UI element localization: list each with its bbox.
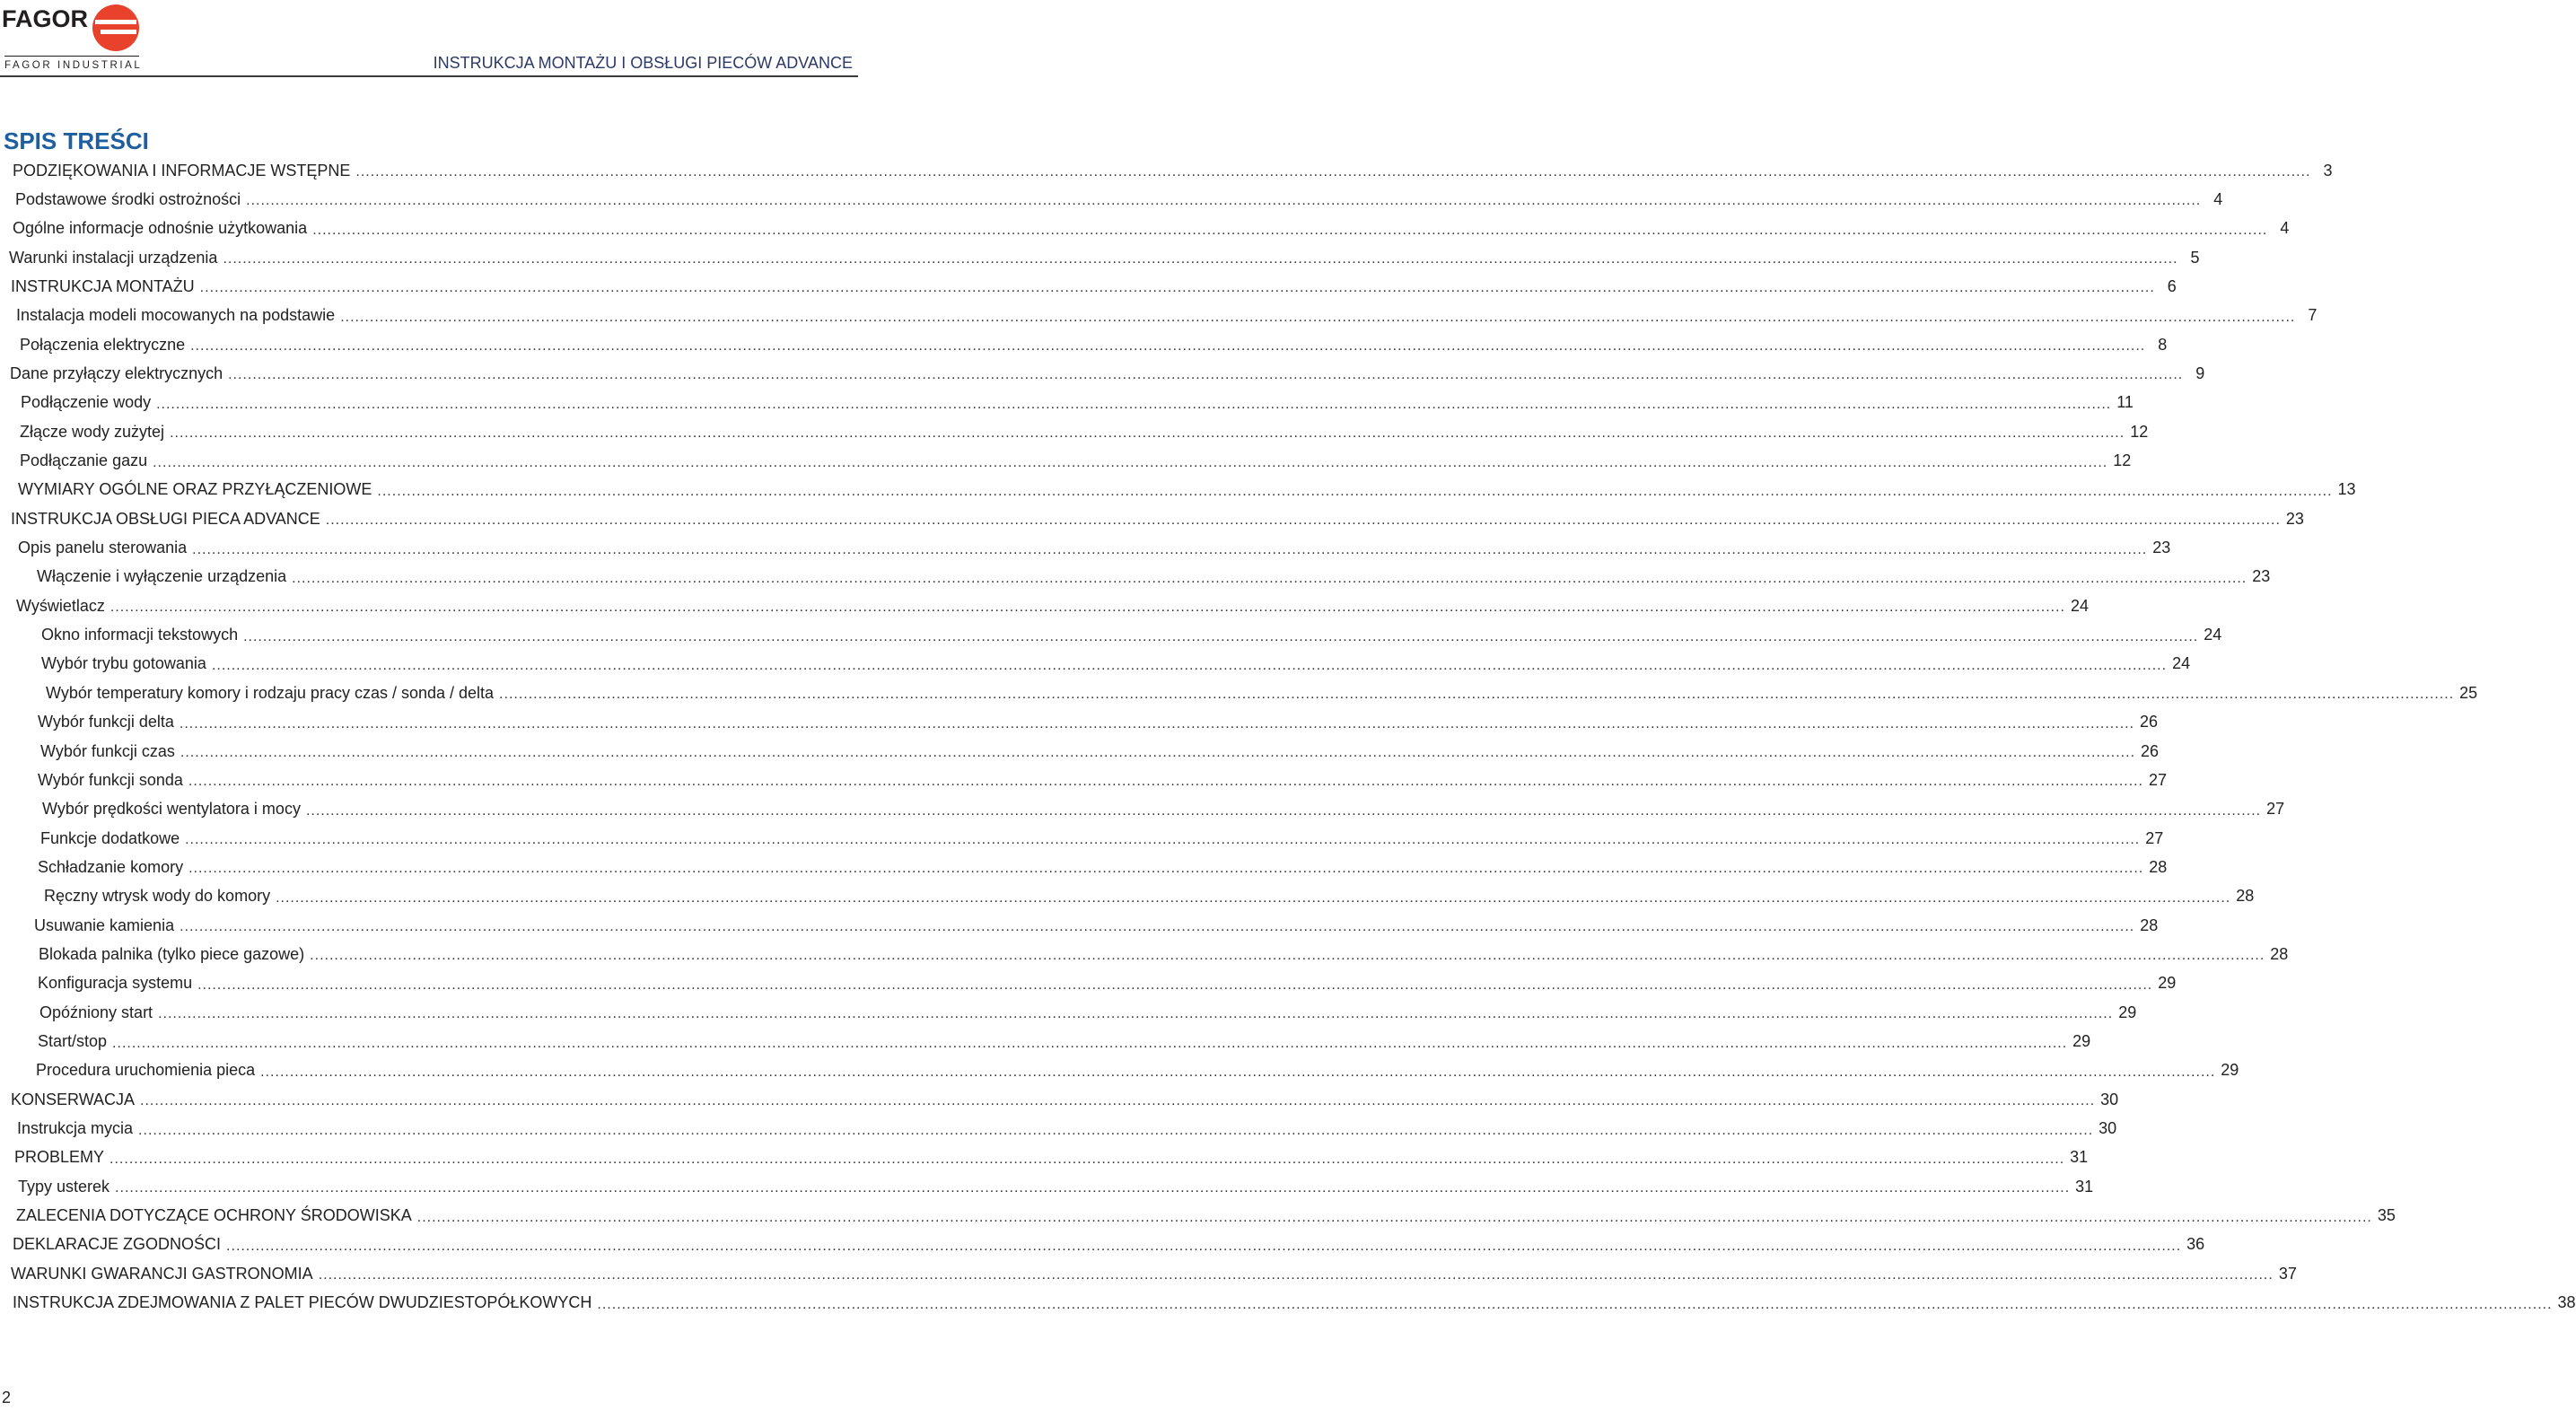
toc-leader-dots: ................................................................................................................................................................................................................................................................................................................................................................................................................: [153, 454, 2108, 470]
toc-entry-page: 23: [2152, 539, 2171, 557]
toc-entry-label: WYMIARY OGÓLNE ORAZ PRZYŁĄCZENIOWE: [18, 480, 377, 499]
toc-entry-label: Wybór temperatury komory i rodzaju pracy czas / sonda / delta: [46, 684, 499, 703]
logo-subtitle: FAGOR INDUSTRIAL: [4, 60, 143, 71]
toc-entry[interactable]: [44, 882, 2255, 911]
toc-leader-dots: ................................................................................................................................................................................................................................................................................................................................................................................................................: [246, 193, 2202, 209]
toc-entry[interactable]: [39, 998, 2137, 1027]
toc-entry-page: 11: [2116, 393, 2134, 412]
toc-entry[interactable]: [11, 504, 2304, 533]
toc-entry-page: 23: [2285, 509, 2304, 528]
toc-leader-dots: ................................................................................................................................................................................................................................................................................................................................................................................................................: [185, 832, 2141, 848]
toc-entry-label: Opóźniony start: [39, 1003, 158, 1022]
toc-entry-page: 4: [2213, 189, 2223, 208]
toc-entry-page: 24: [2070, 596, 2090, 615]
toc-entry[interactable]: [20, 417, 2149, 446]
toc-entry-label: Wybór trybu gotowania: [41, 654, 212, 673]
toc-entry-label: Warunki instalacji urządzenia: [9, 249, 223, 267]
toc-entry-label: INSTRUKCJA OBSŁUGI PIECA ADVANCE: [11, 510, 326, 529]
toc-leader-dots: ................................................................................................................................................................................................................................................................................................................................................................................................................: [260, 1064, 2216, 1080]
toc-entry-label: Usuwanie kamienia: [34, 916, 180, 935]
toc-entry-label: Ogólne informacje odnośnie użytkowania: [13, 219, 312, 238]
toc-entry[interactable]: [40, 737, 2160, 766]
toc-entry-label: Okno informacji tekstowych: [41, 626, 243, 644]
page-number: 2: [2, 1388, 12, 1406]
toc-entry-page: 29: [2221, 1061, 2239, 1080]
toc-entry[interactable]: [13, 1231, 2205, 1259]
toc-entry-page: 36: [2186, 1235, 2205, 1254]
toc-entry-page: 25: [2459, 683, 2478, 702]
toc-entry-label: Wybór funkcji sonda: [38, 771, 188, 790]
toc-entry-page: 27: [2145, 828, 2164, 847]
toc-entry[interactable]: [41, 650, 2191, 679]
toc-entry-label: Schładzanie komory: [38, 858, 188, 877]
toc-leader-dots: ................................................................................................................................................................................................................................................................................................................................................................................................................: [158, 1006, 2114, 1022]
toc-entry[interactable]: [10, 359, 2205, 388]
toc-entry-label: Ręczny wtrysk wody do komory: [44, 887, 276, 906]
toc-entry-page: 29: [2072, 1032, 2091, 1050]
toc-entry-page: 28: [2236, 887, 2255, 906]
toc-entry[interactable]: [46, 679, 2478, 707]
toc-entry-label: Połączenia elektryczne: [20, 336, 190, 355]
toc-entry[interactable]: [18, 1172, 2094, 1201]
toc-entry-page: 3: [2323, 161, 2333, 180]
toc-entry-label: Włączenie i wyłączenie urządzenia: [37, 567, 292, 586]
toc-entry-page: 37: [2278, 1264, 2297, 1283]
toc-entry-label: Podstawowe środki ostrożności: [15, 190, 246, 209]
toc-leader-dots: ................................................................................................................................................................................................................................................................................................................................................................................................................: [190, 338, 2146, 355]
toc-entry-label: PROBLEMY: [14, 1148, 110, 1167]
toc-entry-page: 27: [2266, 800, 2285, 819]
toc-leader-dots: ................................................................................................................................................................................................................................................................................................................................................................................................................: [318, 1267, 2274, 1283]
toc-leader-dots: ................................................................................................................................................................................................................................................................................................................................................................................................................: [416, 1209, 2372, 1225]
toc-leader-dots: ................................................................................................................................................................................................................................................................................................................................................................................................................: [138, 1122, 2094, 1138]
toc-entry-label: Wybór prędkości wentylatora i mocy: [42, 800, 306, 819]
toc-entry-page: 28: [2140, 915, 2159, 934]
toc-leader-dots: ................................................................................................................................................................................................................................................................................................................................................................................................................: [156, 396, 2112, 412]
toc-entry-label: Instalacja modeli mocowanych na podstawie: [16, 306, 340, 325]
toc-entry-page: 6: [2167, 276, 2177, 295]
toc-entry-label: Złącze wody zużytej: [20, 423, 170, 442]
toc-entry-label: WARUNKI GWARANCJI GASTRONOMIA: [11, 1265, 319, 1283]
toc-entry-page: 38: [2557, 1293, 2576, 1312]
fagor-logo-icon: [92, 4, 140, 52]
toc-leader-dots: ................................................................................................................................................................................................................................................................................................................................................................................................................: [223, 251, 2178, 267]
toc-entry-label: Wyświetlacz: [16, 597, 110, 616]
toc-leader-dots: ................................................................................................................................................................................................................................................................................................................................................................................................................: [292, 570, 2247, 586]
logo-wordmark: FAGOR: [2, 5, 89, 32]
toc-entry-page: 31: [2075, 1177, 2094, 1196]
toc-entry-page: 30: [2100, 1090, 2119, 1108]
toc-leader-dots: ................................................................................................................................................................................................................................................................................................................................................................................................................: [188, 861, 2144, 877]
toc-entry[interactable]: [17, 1115, 2117, 1143]
toc-leader-dots: ................................................................................................................................................................................................................................................................................................................................................................................................................: [197, 977, 2153, 993]
toc-entry[interactable]: [18, 476, 2356, 504]
toc-entry-page: 12: [2113, 451, 2132, 469]
toc-entry-label: Typy usterek: [18, 1178, 115, 1196]
toc-entry-label: DEKLARACJE ZGODNOŚCI: [13, 1235, 226, 1254]
toc-entry[interactable]: [9, 243, 2200, 272]
toc-heading: SPIS TREŚCI: [4, 127, 149, 154]
toc-entry-label: INSTRUKCJA MONTAŻU: [11, 277, 200, 296]
toc-entry-label: PODZIĘKOWANIA I INFORMACJE WSTĘPNE: [13, 162, 355, 180]
toc-entry[interactable]: [15, 185, 2223, 214]
toc-leader-dots: ................................................................................................................................................................................................................................................................................................................................................................................................................: [312, 222, 2268, 238]
toc-entry[interactable]: [16, 1202, 2396, 1231]
toc-entry-page: 7: [2308, 306, 2318, 325]
toc-entry-page: 24: [2172, 654, 2191, 673]
toc-leader-dots: ................................................................................................................................................................................................................................................................................................................................................................................................................: [192, 541, 2148, 557]
toc-leader-dots: ................................................................................................................................................................................................................................................................................................................................................................................................................: [226, 1238, 2182, 1254]
toc-entry[interactable]: [14, 1143, 2089, 1172]
toc-entry[interactable]: [13, 1289, 2576, 1318]
toc-entry-page: 27: [2149, 770, 2168, 789]
toc-entry-page: 24: [2204, 626, 2222, 644]
toc-entry-page: 31: [2070, 1148, 2089, 1167]
toc-leader-dots: ................................................................................................................................................................................................................................................................................................................................................................................................................: [110, 600, 2065, 616]
toc-entry-label: Wybór funkcji delta: [38, 713, 180, 731]
toc-entry-label: INSTRUKCJA ZDEJMOWANIA Z PALET PIECÓW DWUDZIESTOPÓŁKOWYCH: [13, 1293, 597, 1312]
toc-entry-page: 13: [2337, 480, 2356, 499]
toc-leader-dots: ................................................................................................................................................................................................................................................................................................................................................................................................................: [305, 802, 2262, 819]
toc-entry[interactable]: [40, 824, 2164, 853]
toc-leader-dots: ................................................................................................................................................................................................................................................................................................................................................................................................................: [180, 745, 2136, 760]
fagor-logo: [2, 4, 142, 72]
page-header: [0, 0, 862, 79]
toc-entry[interactable]: [38, 766, 2168, 794]
toc-entry[interactable]: [39, 940, 2289, 968]
toc-leader-dots: ................................................................................................................................................................................................................................................................................................................................................................................................................: [377, 483, 2333, 499]
toc-leader-dots: ................................................................................................................................................................................................................................................................................................................................................................................................................: [499, 687, 2455, 703]
toc-entry-page: 23: [2252, 567, 2271, 586]
toc-entry-label: Opis panelu sterowania: [18, 539, 192, 557]
toc-entry-page: 26: [2141, 741, 2160, 760]
toc-entry-label: Blokada palnika (tylko piece gazowe): [39, 945, 310, 964]
toc-leader-dots: ................................................................................................................................................................................................................................................................................................................................................................................................................: [211, 657, 2168, 673]
toc-entry-page: 30: [2098, 1119, 2117, 1138]
toc-entry[interactable]: [16, 591, 2090, 620]
toc-entry-page: 28: [2149, 857, 2168, 876]
toc-entry[interactable]: [18, 534, 2171, 563]
toc-entry-page: 5: [2190, 248, 2200, 267]
toc-entry-page: 26: [2140, 713, 2159, 731]
toc-entry[interactable]: [11, 272, 2177, 301]
toc-leader-dots: ................................................................................................................................................................................................................................................................................................................................................................................................................: [355, 164, 2311, 180]
header-divider: [0, 75, 858, 77]
document-title: INSTRUKCJA MONTAŻU I OBSŁUGI PIECÓW ADVANCE: [433, 54, 853, 72]
toc-leader-dots: ................................................................................................................................................................................................................................................................................................................................................................................................................: [325, 512, 2281, 529]
toc-entry-page: 29: [2158, 974, 2177, 993]
toc-leader-dots: ................................................................................................................................................................................................................................................................................................................................................................................................................: [140, 1093, 2096, 1109]
toc-leader-dots: ................................................................................................................................................................................................................................................................................................................................................................................................................: [243, 628, 2199, 644]
toc-leader-dots: ................................................................................................................................................................................................................................................................................................................................................................................................................: [179, 715, 2135, 731]
toc-entry-label: Podłączenie wody: [21, 393, 156, 412]
toc-entry[interactable]: [38, 708, 2159, 737]
toc-leader-dots: ................................................................................................................................................................................................................................................................................................................................................................................................................: [180, 919, 2135, 935]
logo-divider: [4, 56, 139, 57]
toc-entry[interactable]: [36, 1056, 2239, 1085]
toc-leader-dots: ................................................................................................................................................................................................................................................................................................................................................................................................................: [310, 948, 2265, 964]
toc-entry[interactable]: [21, 389, 2134, 417]
toc-entry[interactable]: [13, 156, 2333, 185]
toc-entry[interactable]: [20, 330, 2168, 359]
toc-entry-page: 35: [2377, 1206, 2396, 1225]
toc-leader-dots: ................................................................................................................................................................................................................................................................................................................................................................................................................: [110, 1151, 2065, 1167]
toc-entry[interactable]: [38, 969, 2177, 998]
toc-leader-dots: ................................................................................................................................................................................................................................................................................................................................................................................................................: [112, 1035, 2068, 1051]
toc-entry-page: 4: [2280, 219, 2290, 238]
toc-entry-label: Start/stop: [38, 1032, 112, 1051]
toc-entry-page: 8: [2158, 335, 2168, 354]
toc-leader-dots: ................................................................................................................................................................................................................................................................................................................................................................................................................: [276, 889, 2231, 906]
toc-entry[interactable]: [38, 1028, 2091, 1056]
toc-entry-label: ZALECENIA DOTYCZĄCE OCHRONY ŚRODOWISKA: [16, 1206, 417, 1225]
toc-leader-dots: ................................................................................................................................................................................................................................................................................................................................................................................................................: [340, 309, 2296, 325]
toc-entry-page: 28: [2270, 944, 2289, 963]
toc-leader-dots: ................................................................................................................................................................................................................................................................................................................................................................................................................: [188, 774, 2144, 790]
toc-entry[interactable]: [34, 911, 2159, 940]
toc-entry[interactable]: [41, 621, 2222, 650]
toc-entry[interactable]: [11, 1259, 2297, 1288]
toc-leader-dots: ................................................................................................................................................................................................................................................................................................................................................................................................................: [115, 1180, 2071, 1196]
toc-entry-label: Wybór funkcji czas: [40, 742, 180, 761]
toc-entry-label: Procedura uruchomienia pieca: [36, 1061, 260, 1080]
toc-entry-label: Dane przyłączy elektrycznych: [10, 364, 228, 383]
toc-entry[interactable]: [42, 795, 2285, 824]
toc-entry-page: 12: [2130, 422, 2149, 441]
toc-entry-page: 29: [2118, 1003, 2137, 1021]
toc-entry-label: KONSERWACJA: [11, 1091, 140, 1109]
toc-entry[interactable]: [13, 215, 2290, 243]
toc-entry[interactable]: [11, 1085, 2119, 1114]
toc-leader-dots: ................................................................................................................................................................................................................................................................................................................................................................................................................: [597, 1296, 2553, 1312]
toc-entry-label: Instrukcja mycia: [17, 1119, 138, 1138]
toc-entry-page: 9: [2195, 364, 2205, 382]
toc-entry[interactable]: [38, 853, 2168, 881]
toc-entry-label: Podłączanie gazu: [20, 451, 153, 470]
toc-leader-dots: ................................................................................................................................................................................................................................................................................................................................................................................................................: [228, 367, 2184, 383]
toc-entry[interactable]: [20, 447, 2132, 476]
toc-leader-dots: ................................................................................................................................................................................................................................................................................................................................................................................................................: [199, 280, 2155, 296]
toc-entry-label: Konfiguracja systemu: [38, 974, 197, 993]
toc-entry-label: Funkcje dodatkowe: [40, 829, 185, 848]
toc-leader-dots: ................................................................................................................................................................................................................................................................................................................................................................................................................: [170, 425, 2125, 442]
toc-entry[interactable]: [16, 302, 2318, 330]
toc-entry[interactable]: [37, 563, 2271, 591]
